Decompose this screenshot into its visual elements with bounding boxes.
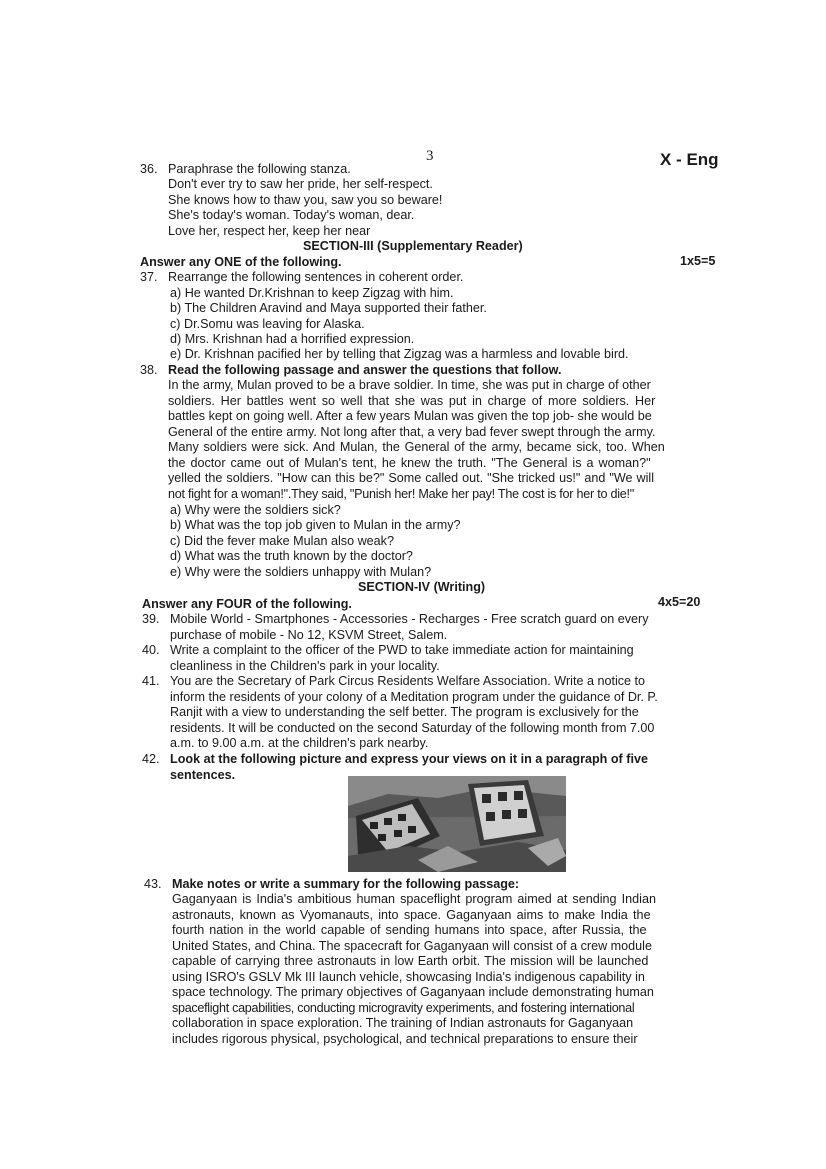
- comprehension-question: d) What was the truth known by the doctor?: [170, 549, 413, 563]
- passage-line: Gaganyaan is India's ambitious human spaceflight program aimed at sending Indian: [172, 892, 656, 906]
- q41-line: residents. It will be conducted on the second Saturday of the following month from 7.00: [170, 721, 655, 735]
- q41-line: Ranjit with a view to understanding the self better. The program is exclusively for the: [170, 705, 639, 719]
- question-number-36: 36.: [140, 162, 158, 176]
- q40-line: Write a complaint to the officer of the PWD to take immediate action for maintaining: [170, 643, 634, 657]
- section-3-title: SECTION-III (Supplementary Reader): [303, 239, 523, 253]
- comprehension-question: a) Why were the soldiers sick?: [170, 503, 341, 517]
- rearrange-item: a) He wanted Dr.Krishnan to keep Zigzag with him.: [170, 286, 454, 300]
- passage-line: United States, and China. The spacecraft for Gaganyaan will consist of a crew module: [172, 939, 652, 953]
- question-number-41: 41.: [142, 674, 160, 688]
- passage-line: not fight for a woman!".They said, "Punish her! Make her pay! The cost is for her to die!": [168, 487, 634, 501]
- q38-prompt: Read the following passage and answer the questions that follow.: [168, 363, 562, 377]
- section-4-title: SECTION-IV (Writing): [358, 580, 486, 594]
- q41-line: inform the residents of your colony of a Meditation program under the guidance of Dr. P.: [170, 690, 658, 704]
- question-number-39: 39.: [142, 612, 160, 626]
- q41-line: a.m. to 9.00 a.m. at the children's park nearby.: [170, 736, 429, 750]
- section-4-marks: 4x5=20: [658, 595, 701, 609]
- section-4-instruction: Answer any FOUR of the following.: [142, 597, 352, 611]
- rearrange-item: d) Mrs. Krishnan had a horrified expression.: [170, 332, 415, 346]
- question-number-38: 38.: [140, 363, 158, 377]
- comprehension-question: e) Why were the soldiers unhappy with Mulan?: [170, 565, 432, 579]
- q36-prompt: Paraphrase the following stanza.: [168, 162, 351, 176]
- question-number-37: 37.: [140, 270, 158, 284]
- passage-line: space technology. The primary objectives of Gaganyaan include demonstrating human: [172, 985, 654, 999]
- stanza-line: She's today's woman. Today's woman, dear.: [168, 208, 415, 222]
- comprehension-question: c) Did the fever make Mulan also weak?: [170, 534, 394, 548]
- stanza-line: Don't ever try to saw her pride, her self-respect.: [168, 177, 433, 191]
- passage-line: spaceflight capabilities, conducting microgravity experiments, and fostering international: [172, 1001, 635, 1015]
- q39-line: Mobile World - Smartphones - Accessories - Recharges - Free scratch guard on every: [170, 612, 649, 626]
- q37-prompt: Rearrange the following sentences in coherent order.: [168, 270, 464, 284]
- rearrange-item: c) Dr.Somu was leaving for Alaska.: [170, 317, 365, 331]
- passage-line: yelled the soldiers. "How can this be?" Some called out. "She tricked us!" and "We will: [168, 471, 655, 485]
- subject-code: X - Eng: [660, 150, 719, 169]
- passage-line: using ISRO's GSLV Mk III launch vehicle, showcasing India's indigenous capability in: [172, 970, 645, 984]
- q39-line: purchase of mobile - No 12, KSVM Street, Salem.: [170, 628, 448, 642]
- q42-line: sentences.: [170, 768, 236, 782]
- passage-line: battles kept on going well. After a few years Mulan was given the top job- she would be: [168, 409, 652, 423]
- question-number-40: 40.: [142, 643, 160, 657]
- q40-line: cleanliness in the Children's park in your locality.: [170, 659, 440, 673]
- passage-line: Many soldiers were sick. And Mulan, the General of the army, became sick, too. When: [168, 440, 665, 454]
- passage-line: the doctor came out of Mulan's tent, he knew the truth. "The General is a woman?": [168, 456, 651, 470]
- stanza-line: She knows how to thaw you, saw you so beware!: [168, 193, 443, 207]
- q41-line: You are the Secretary of Park Circus Residents Welfare Association. Write a notice to: [170, 674, 646, 688]
- passage-line: capable of carrying three astronauts in low Earth orbit. The mission will be launched: [172, 954, 649, 968]
- rearrange-item: b) The Children Aravind and Maya supported their father.: [170, 301, 487, 315]
- passage-line: soldiers. Her battles went so well that she was put in charge of more soldiers. Her: [168, 394, 656, 408]
- question-number-43: 43.: [144, 877, 162, 891]
- passage-line: In the army, Mulan proved to be a brave soldier. In time, she was put in charge of other: [168, 378, 651, 392]
- section-3-instruction: Answer any ONE of the following.: [140, 255, 342, 269]
- stanza-line: Love her, respect her, keep her near: [168, 224, 371, 238]
- passage-line: General of the entire army. Not long after that, a very bad fever swept through the army.: [168, 425, 656, 439]
- q43-prompt: Make notes or write a summary for the following passage:: [172, 877, 520, 891]
- passage-line: collaboration in space exploration. The training of Indian astronauts for Gaganyaan: [172, 1016, 634, 1030]
- page-number: 3: [426, 148, 434, 164]
- passage-line: astronauts, known as Vyomanauts, into space. Gaganyaan aims to make India the: [172, 908, 651, 922]
- passage-line: fourth nation in the world capable of sending humans into space, after Russia, the: [172, 923, 647, 937]
- collapsed-building-illustration: [348, 776, 566, 872]
- question-number-42: 42.: [142, 752, 160, 766]
- comprehension-question: b) What was the top job given to Mulan in the army?: [170, 518, 461, 532]
- rearrange-item: e) Dr. Krishnan pacified her by telling that Zigzag was a harmless and lovable bird.: [170, 347, 629, 361]
- passage-line: includes rigorous physical, psychological, and technical preparations to ensure their: [172, 1032, 638, 1046]
- q42-line: Look at the following picture and express your views on it in a paragraph of five: [170, 752, 648, 766]
- section-3-marks: 1x5=5: [680, 254, 716, 268]
- collapsed-building-photo: [348, 776, 566, 872]
